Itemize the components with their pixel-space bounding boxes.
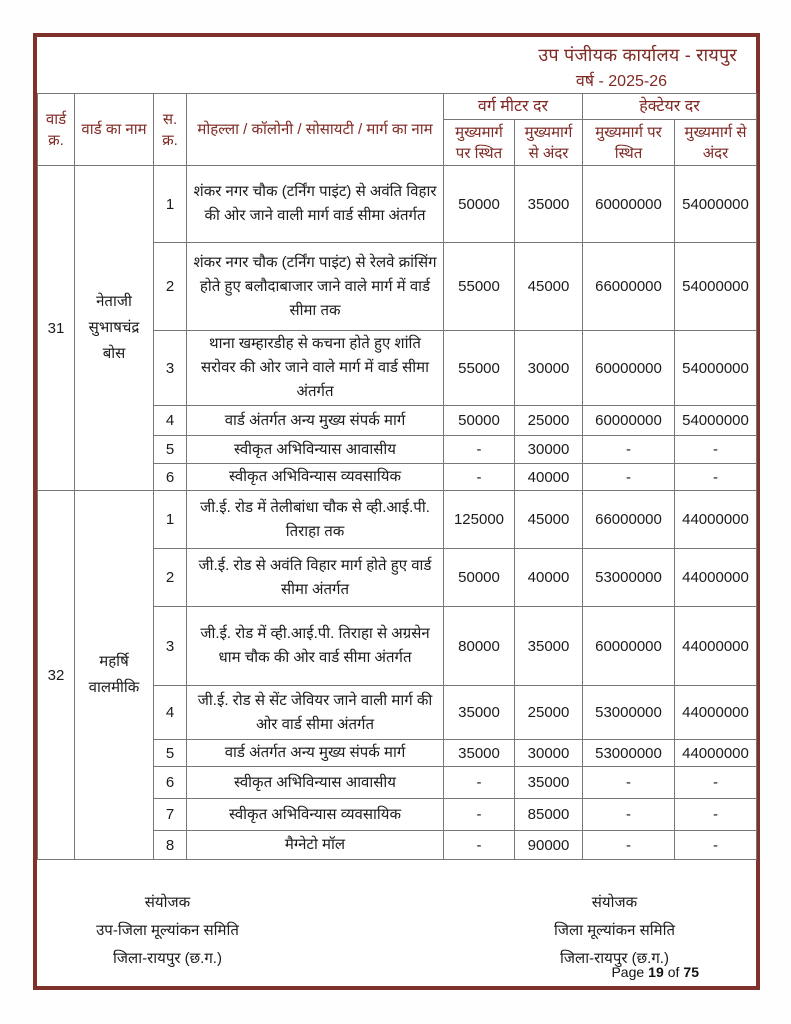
rate-cell: 44000000 xyxy=(675,491,757,549)
rate-cell: 25000 xyxy=(515,686,583,740)
road-name-cell: जी.ई. रोड में तेलीबांधा चौक से व्ही.आई.पी. तिराहा तक xyxy=(187,491,444,549)
rate-cell: 55000 xyxy=(444,243,515,331)
serial-cell: 4 xyxy=(154,406,187,436)
signature-title: संयोजक xyxy=(591,894,638,911)
rate-cell: - xyxy=(583,831,675,860)
signature-block-left xyxy=(65,889,270,973)
header-serial: स. क्र. xyxy=(154,94,187,166)
table-row xyxy=(38,491,757,549)
rate-cell: 44000000 xyxy=(675,686,757,740)
signature-district: जिला-रायपुर (छ.ग.) xyxy=(113,950,222,967)
road-name-cell: वार्ड अंतर्गत अन्य मुख्य संपर्क मार्ग xyxy=(187,740,444,767)
rate-cell: 90000 xyxy=(515,831,583,860)
serial-cell: 3 xyxy=(154,607,187,686)
road-name-cell: थाना खम्हारडीह से कचना होते हुए शांति सरोवर की ओर जाने वाले मार्ग में वार्ड सीमा अंतर्गत xyxy=(187,331,444,406)
rate-cell: - xyxy=(583,436,675,464)
rate-cell: 44000000 xyxy=(675,549,757,607)
road-name-cell: स्वीकृत अभिविन्यास व्यवसायिक xyxy=(187,799,444,831)
page-number-prefix: Page xyxy=(611,964,645,980)
signature-committee: उप-जिला मूल्यांकन समिति xyxy=(96,922,239,939)
rate-cell: 80000 xyxy=(444,607,515,686)
rate-cell: 50000 xyxy=(444,406,515,436)
signature-district: जिला-रायपुर (छ.ग.) xyxy=(560,950,669,967)
ward-name-cell: नेताजी सुभाषचंद्र बोस xyxy=(75,166,154,491)
page-number-current: 19 xyxy=(648,964,664,980)
rates-table xyxy=(37,93,757,860)
rate-cell: 55000 xyxy=(444,331,515,406)
header-road-name: मोहल्ला / कॉलोनी / सोसायटी / मार्ग का नाम xyxy=(187,94,444,166)
rate-cell: 45000 xyxy=(515,243,583,331)
rate-cell: 25000 xyxy=(515,406,583,436)
rate-cell: 35000 xyxy=(515,607,583,686)
serial-cell: 7 xyxy=(154,799,187,831)
header-ward-no: वार्ड क्र. xyxy=(38,94,75,166)
signature-committee: जिला मूल्यांकन समिति xyxy=(553,922,676,939)
rate-cell: 53000000 xyxy=(583,740,675,767)
signature-block-right xyxy=(512,889,717,973)
rate-cell: 85000 xyxy=(515,799,583,831)
page-number xyxy=(611,964,699,980)
rate-cell: 35000 xyxy=(444,740,515,767)
rate-cell: 53000000 xyxy=(583,549,675,607)
serial-cell: 3 xyxy=(154,331,187,406)
road-name-cell: जी.ई. रोड में व्ही.आई.पी. तिराहा से अग्रसेन धाम चौक की ओर वार्ड सीमा अंतर्गत xyxy=(187,607,444,686)
rate-cell: 66000000 xyxy=(583,243,675,331)
rate-cell: 45000 xyxy=(515,491,583,549)
rate-cell: 44000000 xyxy=(675,607,757,686)
rate-cell: 44000000 xyxy=(675,740,757,767)
rate-cell: 54000000 xyxy=(675,243,757,331)
road-name-cell: शंकर नगर चौक (टर्निंग पाइंट) से अवंति विहार की ओर जाने वाली मार्ग वार्ड सीमा अंतर्गत xyxy=(187,166,444,243)
road-name-cell: जी.ई. रोड से सेंट जेवियर जाने वाली मार्ग की ओर वार्ड सीमा अंतर्गत xyxy=(187,686,444,740)
serial-cell: 2 xyxy=(154,549,187,607)
header-hec-from-main: मुख्यमार्ग से अंदर xyxy=(675,120,757,166)
ward-number-cell: 32 xyxy=(38,491,75,860)
road-name-cell: स्वीकृत अभिविन्यास व्यवसायिक xyxy=(187,464,444,491)
rate-cell: 30000 xyxy=(515,740,583,767)
serial-cell: 4 xyxy=(154,686,187,740)
header-ward-name: वार्ड का नाम xyxy=(75,94,154,166)
header-sqm-rate-group: वर्ग मीटर दर xyxy=(444,94,583,120)
header-hectare-rate-group: हेक्टेयर दर xyxy=(583,94,757,120)
rate-cell: - xyxy=(675,464,757,491)
rate-cell: 54000000 xyxy=(675,331,757,406)
rate-cell: 35000 xyxy=(515,767,583,799)
rate-cell: - xyxy=(444,464,515,491)
rate-cell: - xyxy=(675,436,757,464)
rate-cell: - xyxy=(583,464,675,491)
rate-cell: 30000 xyxy=(515,436,583,464)
table-row xyxy=(38,166,757,243)
rate-cell: 40000 xyxy=(515,464,583,491)
ward-name-cell: महर्षि वालमीकि xyxy=(75,491,154,860)
rate-cell: - xyxy=(675,799,757,831)
page-number-total: 75 xyxy=(683,964,699,980)
rate-cell: 54000000 xyxy=(675,406,757,436)
serial-cell: 2 xyxy=(154,243,187,331)
rate-cell: - xyxy=(444,831,515,860)
rate-cell: - xyxy=(444,767,515,799)
road-name-cell: स्वीकृत अभिविन्यास आवासीय xyxy=(187,436,444,464)
serial-cell: 1 xyxy=(154,166,187,243)
road-name-cell: जी.ई. रोड से अवंति विहार मार्ग होते हुए वार्ड सीमा अंतर्गत xyxy=(187,549,444,607)
year-subtitle: वर्ष - 2025-26 xyxy=(575,73,667,90)
signature-footer xyxy=(37,852,756,986)
serial-cell: 6 xyxy=(154,767,187,799)
page-number-of: of xyxy=(667,964,680,980)
rate-cell: - xyxy=(675,767,757,799)
header-sqm-on-main: मुख्यमार्ग पर स्थित xyxy=(444,120,515,166)
road-name-cell: मैग्नेटो मॉल xyxy=(187,831,444,860)
rate-cell: 30000 xyxy=(515,331,583,406)
rate-cell: - xyxy=(444,436,515,464)
rate-cell: 50000 xyxy=(444,166,515,243)
road-name-cell: वार्ड अंतर्गत अन्य मुख्य संपर्क मार्ग xyxy=(187,406,444,436)
ward-number-cell: 31 xyxy=(38,166,75,491)
road-name-cell: स्वीकृत अभिविन्यास आवासीय xyxy=(187,767,444,799)
page-border-frame xyxy=(33,33,760,990)
header-sqm-from-main: मुख्यमार्ग से अंदर xyxy=(515,120,583,166)
table-header xyxy=(38,94,757,166)
rate-cell: 66000000 xyxy=(583,491,675,549)
rate-cell: - xyxy=(583,799,675,831)
rate-cell: 60000000 xyxy=(583,166,675,243)
rate-cell: 35000 xyxy=(515,166,583,243)
document-header xyxy=(37,37,756,93)
rate-cell: 50000 xyxy=(444,549,515,607)
rate-cell: 125000 xyxy=(444,491,515,549)
rate-cell: 60000000 xyxy=(583,607,675,686)
rate-cell: 60000000 xyxy=(583,331,675,406)
rate-cell: - xyxy=(675,831,757,860)
road-name-cell: शंकर नगर चौक (टर्निंग पाइंट) से रेलवे क्रांसिंग होते हुए बलौदाबाजार जाने वाले मार्ग में वार्ड सीमा तक xyxy=(187,243,444,331)
rate-cell: 35000 xyxy=(444,686,515,740)
serial-cell: 5 xyxy=(154,740,187,767)
rate-cell: - xyxy=(583,767,675,799)
rate-cell: - xyxy=(444,799,515,831)
serial-cell: 6 xyxy=(154,464,187,491)
rate-cell: 53000000 xyxy=(583,686,675,740)
rate-cell: 40000 xyxy=(515,549,583,607)
rate-cell: 54000000 xyxy=(675,166,757,243)
office-title: उप पंजीयक कार्यालय - रायपुर xyxy=(538,45,737,65)
serial-cell: 8 xyxy=(154,831,187,860)
header-hec-on-main: मुख्यमार्ग पर स्थित xyxy=(583,120,675,166)
signature-title: संयोजक xyxy=(144,894,191,911)
rate-cell: 60000000 xyxy=(583,406,675,436)
serial-cell: 1 xyxy=(154,491,187,549)
serial-cell: 5 xyxy=(154,436,187,464)
